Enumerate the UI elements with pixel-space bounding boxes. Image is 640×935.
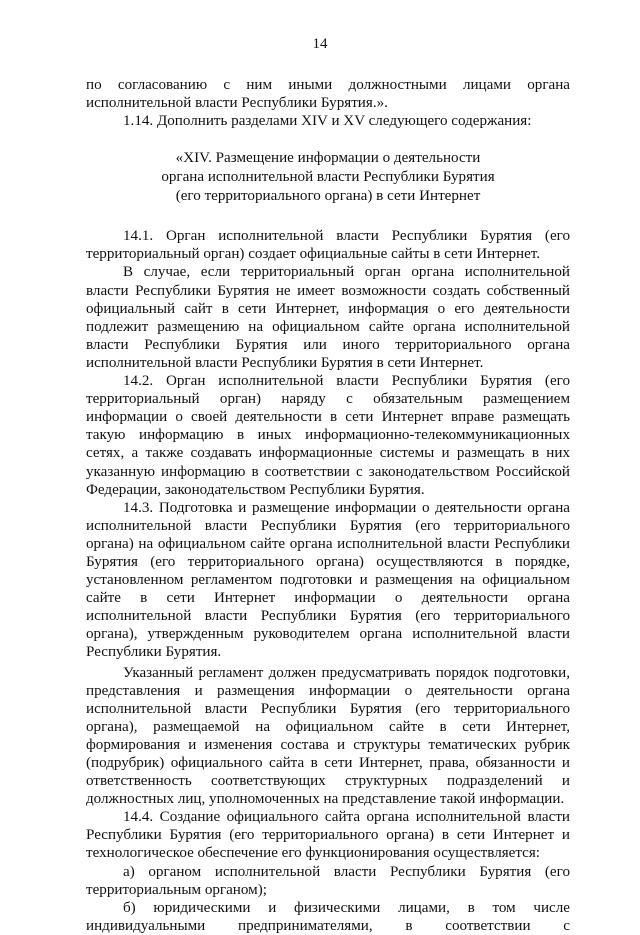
paragraph-14-4: 14.4. Создание официального сайта органа исполнительной власти Республики Бурятия (его территориального органа) в сети Интернет и технологическое обеспечение его функционирования осуществляется: <box>86 809 570 862</box>
paragraph-14-1: 14.1. Орган исполнительной власти Республики Бурятия (его территориальный орган) создает официальные сайты в сети Интернет. <box>86 228 570 263</box>
section-heading-line-3: (его территориального органа) в сети Интернет <box>175 188 481 205</box>
document-body <box>86 76 570 935</box>
paragraph-14-3: 14.3. Подготовка и размещение информации о деятельности органа исполнительной власти Республики Бурятия (его территориального органа) на официальном сайте органа исполнительной власти Республики Бурятия (его территориального органа) осуществляются в порядке, установленном регламентом подготовки и размещения на официальном сайте в сети Интернет информации о деятельности органа исполнительной власти Республики Бурятия (его территориального органа), утвержденным руководителем органа исполнительной власти Республики Бурятия. <box>86 499 570 661</box>
paragraph-continuation: по согласованию с ним иными должностными лицами органа исполнительной власти Республики Бурятия.». <box>86 77 570 112</box>
page-number: 14 <box>312 36 328 52</box>
paragraph-14-3-regulation: Указанный регламент должен предусматривать порядок подготовки, представления и размещения информации о деятельности органа исполнительной власти Республики Бурятия (его территориального органа), размещаемой на официальном сайте в сети Интернет, формирования и изменения состава и структуры тематических рубрик (подрубрик) официального сайта в сети Интернет, права, обязанности и ответственность соответствующих структурных подразделений и должностных лиц, уполномоченных на представление такой информации. <box>86 664 570 808</box>
paragraph-14-1-case: В случае, если территориальный орган органа исполнительной власти Республики Бурятия не имеет возможности создать собственный официальный сайт в сети Интернет, информация о его деятельности подлежит размещению на официальном сайте органа исполнительной власти Республики Бурятия или иного территориального органа исполнительной власти Республики Бурятия в сети Интернет. <box>86 264 570 371</box>
paragraph-14-4-a: а) органом исполнительной власти Республики Бурятия (его территориальным органом); <box>86 863 570 898</box>
section-heading-line-1: «XIV. Размещение информации о деятельности <box>175 150 481 167</box>
section-heading <box>86 149 570 206</box>
paragraph-14-4-b: б) юридическими и физическими лицами, в том числе индивидуальными предпринимателями, в соответствии с <box>86 899 570 934</box>
paragraph-14-2: 14.2. Орган исполнительной власти Республики Бурятия (его территориальный орган) наряду с обязательным размещением информации о своей деятельности в сети Интернет вправе размещать такую информацию в иных информационно-телекоммуникационных сетях, а также создавать информационные системы и размещать в них указанную информацию в соответствии с законодательством Российской Федерации, законодательством Республики Бурятия. <box>86 373 570 498</box>
section-heading-line-2: органа исполнительной власти Республики Бурятия <box>161 169 495 186</box>
paragraph-amendment-1-14: 1.14. Дополнить разделами XIV и XV следующего содержания: <box>123 113 532 130</box>
